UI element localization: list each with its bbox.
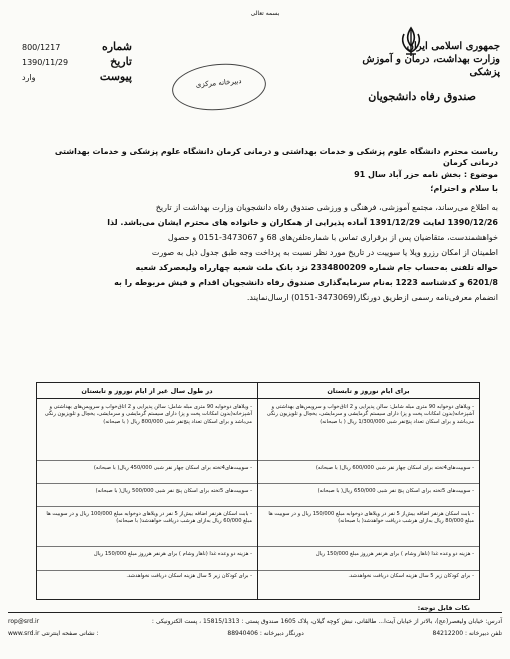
nowruz-header: برای ایام نوروز و تابستان <box>258 383 479 399</box>
ministry-name <box>350 40 500 79</box>
footer-website-label: نشانی صفحه اینترنتی : <box>41 630 99 637</box>
ministry-line-2: وزارت بهداشت، درمان و آموزش پزشکی <box>362 54 500 78</box>
table-cell: - ویلاهای دوخوابه 90 متری مبله شامل: سالن پذیرایی و 2 اتاق‌خواب و سرویس‌های بهداشتی و آشپزخانه(بدون امکانات پخت و پز) دارای سیستم گرمایشی و سرمایشی، یخچال و تلویزیون رنگی می‌باشد و برای اسکان تعداد پنج‌نفر شبی 800/000 ریال ( با صبحانه) <box>37 399 257 461</box>
body-line: 1390/12/26 لغایت 1391/12/29 آماده پذیرایی از همکاران و خانواده های محترم ایشان می‌باشد. لذا <box>107 218 498 227</box>
table-cell: - سوییت‌های 5تخته برای اسکان پنج نفر شبی 650/000 ریال( با صبحانه) <box>258 484 479 507</box>
footer-fax: دورنگار دبیرخانه : 88940406 <box>227 630 304 637</box>
pricing-table <box>36 382 480 600</box>
body-line: به اطلاع می‌رساند، مجتمع آموزشی، فرهنگی و ورزشی صندوق رفاه دانشجویان وزارت بهداشت از تاریخ <box>155 203 498 212</box>
footer-website-group <box>8 628 99 640</box>
footer-email[interactable]: rop@srd.ir <box>8 618 40 625</box>
letter-number: 800/1217 <box>22 43 61 52</box>
body-line: انضمام معرفی‌نامه رسمی ازطریق دورنگار(3473069-0151) ارسال‌نمایند. <box>246 293 498 302</box>
other-season-header: در طول سال غیر از ایام نوروز و تابستان <box>37 383 257 399</box>
footer-website[interactable]: www.srd.ir <box>8 630 40 637</box>
table-cell: - سوییت‌های 5تخته برای اسکان پنج نفر شبی 500/000 ریال( با صبحانه) <box>37 484 257 507</box>
ministry-line-1: جمهوری اسلامی ایران <box>406 41 500 52</box>
table-cell: - هزینه دو وعده غذا (ناهار وشام ) برای هرنفر هرروز مبلغ 150/000 ریال <box>37 547 257 571</box>
letter-body <box>16 200 498 305</box>
subject: موضوع : بخش نامه حزر آباد سال 91 <box>354 170 498 179</box>
table-cell: - برای کودکان زیر 5 سال هزینه اسکان دریافت نخواهدشد. <box>348 573 474 579</box>
notes-heading: نکات قابل توجه: <box>417 604 470 612</box>
fund-name: صندوق رفاه دانشجویان <box>368 90 476 103</box>
letter-date: 1390/11/29 <box>22 58 69 67</box>
secretariat-stamp <box>170 60 268 114</box>
table-cell: - سوییت‌های4تخته برای اسکان چهار نفر شبی 450/000 ریال( با صبحانه) <box>37 461 257 484</box>
date-label: تاریخ <box>110 55 132 68</box>
footer-address: آدرس: خیابان ولیعصر(عج)، بالاتر از خیابان آیت‌ا... طالقانی، نبش کوچه گیلان، پلاک 1605 صندوق پستی : 15815/1313 ، پست الکترونیکی : <box>151 618 502 625</box>
attachment-value: وارد <box>22 73 36 82</box>
body-line: خواهشمندست، متقاضیان پس از برقراری تماس با شماره‌تلفن‌های 68 و 3473067-0151 و حصول <box>167 233 498 242</box>
attachment-label: پیوست <box>99 70 132 83</box>
basmala: بسمه تعالی <box>250 10 280 17</box>
table-cell: - بابت اسکان هرنفر اضافه بیش‌از 5 نفر در ویلاهای دوخوابه مبلغ 150/000 ریال و در سوییت ها مبلغ 80/000 ریال به‌ازای هرشب دریافت خواهدشد( با صبحانه) <box>258 507 479 547</box>
table-cell: - برای کودکان زیر 5 سال هزینه اسکان دریافت نخواهدشد. <box>126 573 252 579</box>
stamp-text: دبیرخانه مرکزی <box>195 77 242 89</box>
body-line: حواله تلفنی به‌حساب جام شماره 2334800209 نزد بانک ملت شعبه چهارراه ولیعصر‌کد شعبه <box>135 263 498 272</box>
letter-meta <box>22 40 132 85</box>
table-cell: - بابت اسکان هرنفر اضافه بیش‌از 5 نفر در ویلاهای دوخوابه مبلغ 100/000 ریال و در سوییت ها مبلغ 60/000 ریال به‌ازای هرشب دریافت خواهدشد( با صبحانه) <box>37 507 257 547</box>
table-cell: - هزینه دو وعده غذا (ناهار وشام ) برای هرنفر هرروز مبلغ 150/000 ریال <box>258 547 479 571</box>
footer-phone: تلفن دبیرخانه : 84212200 <box>432 630 502 637</box>
body-line: اطمینان از امکان رزرو ویلا یا سوییت در تاریخ مورد نظر نسبت به پرداخت وجه طبق جدول ذیل به صورت <box>151 248 498 257</box>
nowruz-column <box>258 383 479 599</box>
number-label: شماره <box>101 40 132 53</box>
footer <box>8 616 502 640</box>
body-line: 6201/8 و کدشناسه 1223 بەنام سرمایه‌گذاری صندوق رفاه دانشجویان اقدام و فیش مربوطه را به <box>114 278 498 287</box>
other-season-column <box>37 383 258 599</box>
recipient: ریاست محترم دانشگاه علوم پزشکی و خدمات بهداشتی و درمانی کرمان دانشگاه علوم پزشکی و خدمات بهداشتی درمانی کرمان <box>54 147 498 167</box>
footer-divider <box>8 612 502 613</box>
table-cell: - ویلاهای دوخوابه 90 متری مبله شامل: سالن پذیرایی و 2 اتاق‌خواب و سرویس‌های بهداشتی و آشپزخانه(بدون امکانات پخت و پز) دارای سیستم گرمایشی و سرمایشی، یخچال و تلویزیون رنگی می‌باشد و برای اسکان تعداد پنج‌نفر شبی 1/300/000 ریال ( با صبحانه) <box>258 399 479 461</box>
greeting: با سلام و احترام؛ <box>430 184 498 193</box>
table-cell: - سوییت‌های4تخته برای اسکان چهار نفر شبی 600/000 ریال( با صبحانه) <box>258 461 479 484</box>
